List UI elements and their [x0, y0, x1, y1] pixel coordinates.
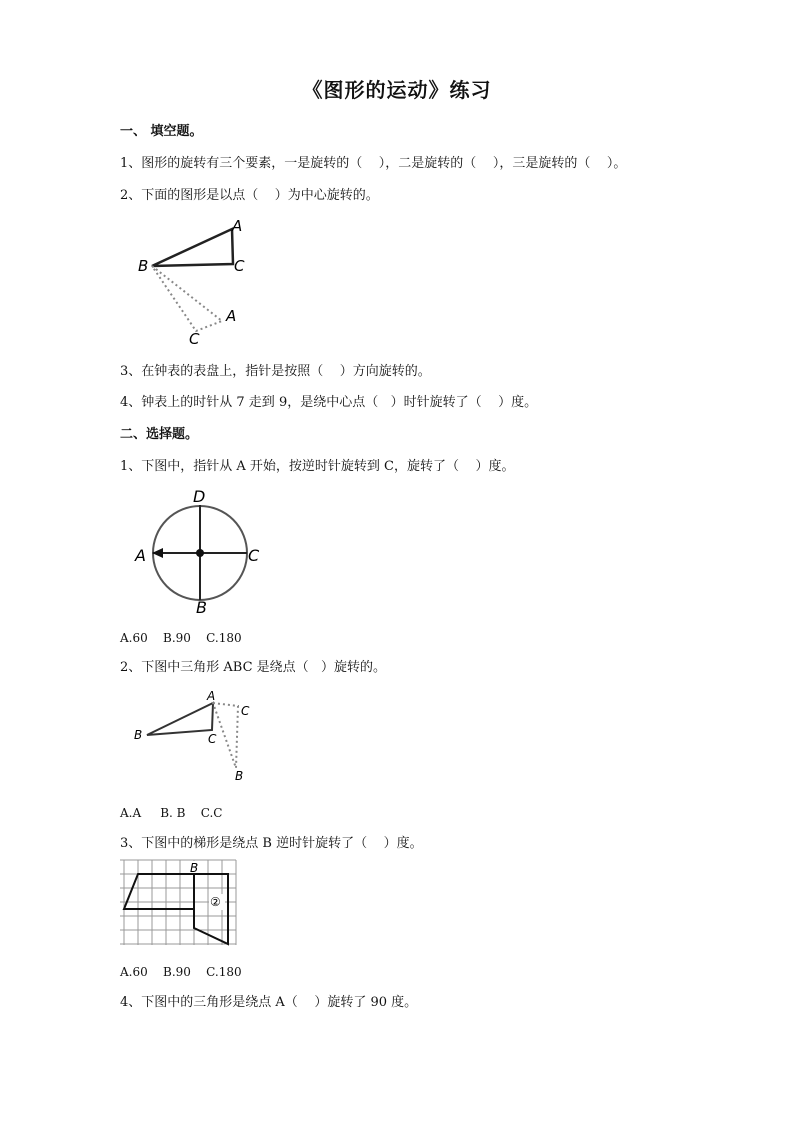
label-a: A	[135, 546, 146, 565]
label-c-low: C	[189, 330, 200, 348]
choice-options-2: A.A B. B C.C	[120, 806, 223, 820]
label-a-top: A	[232, 217, 243, 235]
label-c: C	[248, 546, 260, 565]
label-b: B	[196, 598, 207, 617]
choice-question-3: 3、下图中的梯形是绕点 B 逆时针旋转了（ ）度。	[120, 836, 423, 851]
label-b: B	[190, 861, 199, 875]
label-b-dotted: B	[235, 769, 244, 783]
label-c-dotted: C	[241, 704, 250, 718]
label-a: A	[207, 689, 216, 703]
label-c-right: C	[234, 257, 245, 275]
choice-question-1: 1、下图中，指针从 A 开始，按逆时针旋转到 C，旋转了（ ）度。	[120, 459, 515, 474]
label-c-solid: C	[208, 732, 217, 746]
fill-question-4: 4、钟表上的时针从 7 走到 9，是绕中心点（ ）时针旋转了（ ）度。	[120, 395, 538, 410]
fill-question-1: 1、图形的旋转有三个要素，一是旋转的（ ），二是旋转的（ ），三是旋转的（ ）。	[120, 156, 627, 171]
section2-heading: 二、选择题。	[120, 427, 199, 442]
page-title: 《图形的运动》练习	[302, 78, 492, 102]
label-a-low: A	[226, 307, 237, 325]
choice-question-4: 4、下图中的三角形是绕点 A（ ）旋转了 90 度。	[120, 995, 418, 1010]
choice-options-1: A.60 B.90 C.180	[120, 631, 242, 645]
marker-2: ②	[210, 895, 221, 909]
fill-question-2: 2、下面的图形是以点（ ）为中心旋转的。	[120, 188, 379, 203]
trapezoid-original	[124, 874, 194, 909]
label-b: B	[138, 257, 149, 275]
label-b-left: B	[134, 728, 143, 742]
fill-question-3: 3、在钟表的表盘上，指针是按照（ ）方向旋转的。	[120, 364, 431, 379]
section1-heading: 一、 填空题。	[120, 124, 203, 139]
label-d: D	[193, 487, 206, 506]
choice-question-2: 2、下图中三角形 ABC 是绕点（ ）旋转的。	[120, 660, 387, 675]
choice-options-3: A.60 B.90 C.180	[120, 965, 242, 979]
